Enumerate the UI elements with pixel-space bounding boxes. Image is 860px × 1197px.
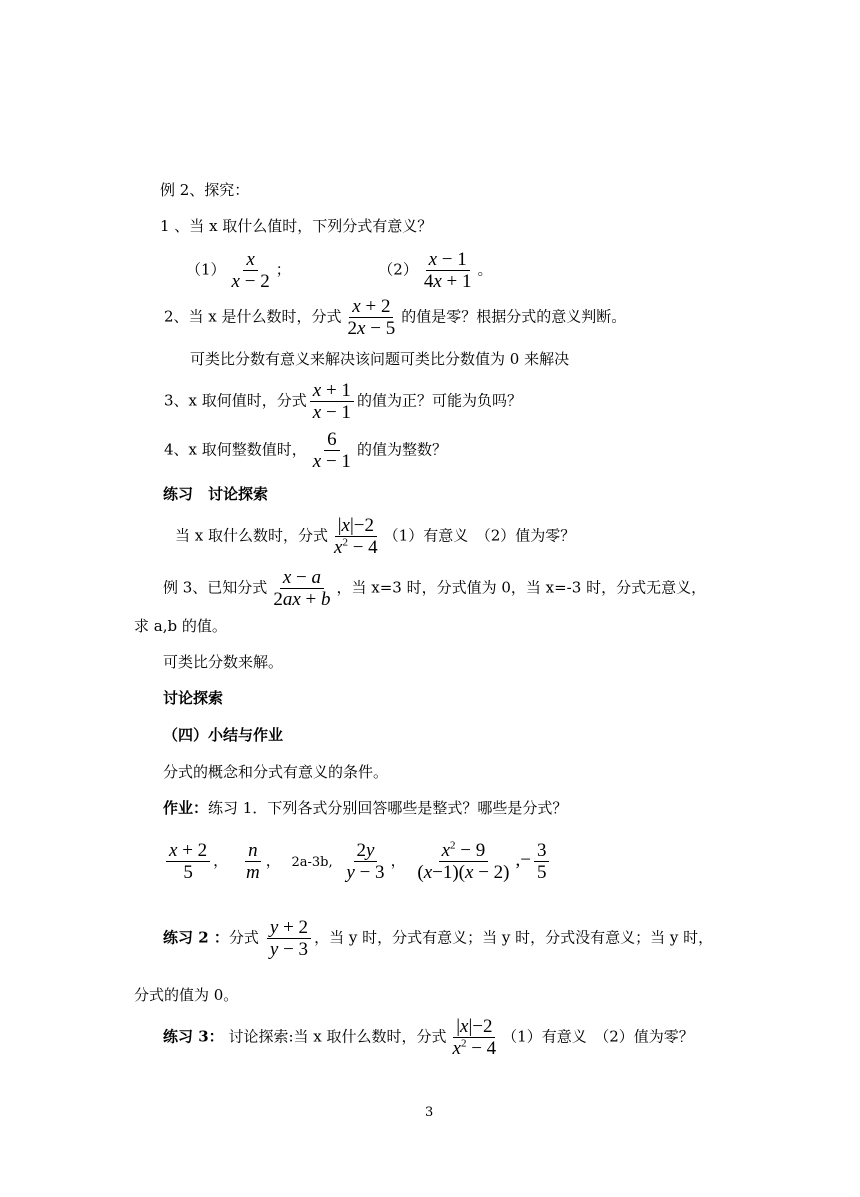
fraction-x-minus-a-over-2ax-plus-b: $\frac{x - a}{2ax + b}$ <box>273 567 331 610</box>
q1-separator: ； <box>275 260 291 279</box>
practice-2-text-pre: 分式 <box>228 928 259 947</box>
fraction-x-plus-2-over-5: $\frac{x + 2}{5}$ <box>166 840 210 883</box>
q1-label-a: （1） <box>186 260 226 279</box>
fraction-3-over-5: $\frac{3}{5}$ <box>534 840 550 883</box>
ex3-text-pre: 例 3、已知分式 <box>163 578 268 597</box>
q1-label-b: （2） <box>378 260 418 279</box>
q1-end: 。 <box>477 260 493 279</box>
analogy-note-2: 可类比分数来解。 <box>163 653 284 671</box>
hw-comma-5: , <box>515 849 521 871</box>
q4-text-post: 的值为整数？ <box>356 440 447 459</box>
fraction-x-over-x-minus-2: $\frac{x}{x - 2}$ <box>231 249 270 292</box>
practice-text-post: （1）有意义 （2）值为零？ <box>383 526 576 545</box>
ex3-text-post: ，当 x=3 时，分式值为 0，当 x=-3 时，分式无意义， <box>336 578 707 597</box>
q4-text-pre: 4、x 取何整数值时， <box>164 440 307 459</box>
analogy-note-1: 可类比分数有意义来解决该问题可类比分数值为 0 来解决 <box>190 350 570 368</box>
fraction-6-over-x-minus-1: $\frac{6}{x - 1}$ <box>312 429 351 472</box>
fraction-x-plus-1-over-x-minus-1: $\frac{x + 1}{x - 1}$ <box>310 380 354 423</box>
fraction-n-over-m: $\frac{n}{m}$ <box>245 840 260 883</box>
practice-2 <box>163 917 713 960</box>
page-number: 3 <box>425 1105 434 1120</box>
practice-heading: 练习 讨论探索 <box>163 485 269 503</box>
practice-question <box>175 515 575 558</box>
fraction-x-squared-minus-9-over-product: $\frac{x^2 - 9}{(x-1)(x - 2)}$ <box>417 839 510 883</box>
hw-comma-2: ， <box>265 851 281 870</box>
practice-2-text-post: ，当 y 时，分式有意义；当 y 时，分式没有意义；当 y 时， <box>314 928 714 947</box>
hw-comma-4: ， <box>390 851 406 870</box>
fraction-x-plus-2-over-2x-minus-5: $\frac{x + 2}{2x - 5}$ <box>347 296 396 339</box>
question-2 <box>164 296 626 339</box>
question-3 <box>164 380 522 423</box>
question-1-fractions <box>186 249 493 292</box>
example2-title: 例 2、探究： <box>160 181 250 199</box>
example-3-continued: 求 a,b 的值。 <box>134 617 227 635</box>
practice-2-label: 练习 2 ： <box>163 928 229 947</box>
homework-text: 练习 1．下列各式分别回答哪些是整式？哪些是分式？ <box>208 799 568 817</box>
fraction-y-plus-2-over-y-minus-3: $\frac{y + 2}{y - 3}$ <box>267 917 311 960</box>
discussion-heading: 讨论探索 <box>163 689 224 707</box>
question-1: 1 、当 x 取什么值时，下列分式有意义？ <box>160 217 433 235</box>
section-summary-homework: （四）小结与作业 <box>163 726 284 744</box>
hw-comma-1: ， <box>213 851 229 870</box>
question-4 <box>164 429 447 472</box>
q3-text-pre: 3、x 取何值时，分式 <box>164 391 307 410</box>
homework-label: 作业： <box>163 799 209 817</box>
example-3 <box>163 567 706 610</box>
homework-expressions <box>163 840 552 883</box>
fraction-x-minus-1-over-4x-plus-1: $\frac{x - 1}{4x + 1}$ <box>423 249 472 292</box>
practice-2-continued: 分式的值为 0。 <box>134 986 239 1004</box>
practice-3-text-pre: 讨论探索:当 x 取什么数时，分式 <box>228 1027 447 1046</box>
fraction-abs-x-minus-2-over-x-squared-minus-4-p3: $\frac{|x|-2}{x^2 - 4}$ <box>452 1016 497 1059</box>
homework-line <box>163 798 567 818</box>
fraction-abs-x-minus-2-over-x-squared-minus-4: $\frac{|x|-2}{x^2 - 4}$ <box>334 515 378 558</box>
practice-3 <box>163 1016 694 1059</box>
q2-text-post: 的值是零？根据分式的意义判断。 <box>401 307 627 326</box>
practice-3-label: 练习 3： <box>163 1027 224 1046</box>
q2-text-pre: 2、当 x 是什么数时，分式 <box>164 307 342 326</box>
practice-3-text-post: （1）有意义 （2）值为零？ <box>502 1027 694 1046</box>
summary-text: 分式的概念和分式有意义的条件。 <box>163 763 389 781</box>
hw-expression-2a-3b: 2a-3b, <box>291 854 333 870</box>
q3-text-post: 的值为正？可能为负吗？ <box>356 391 522 410</box>
fraction-2y-over-y-minus-3: $\frac{2y}{y - 3}$ <box>346 840 385 883</box>
minus-sign: − <box>520 849 531 871</box>
practice-text-pre: 当 x 取什么数时，分式 <box>175 526 328 545</box>
